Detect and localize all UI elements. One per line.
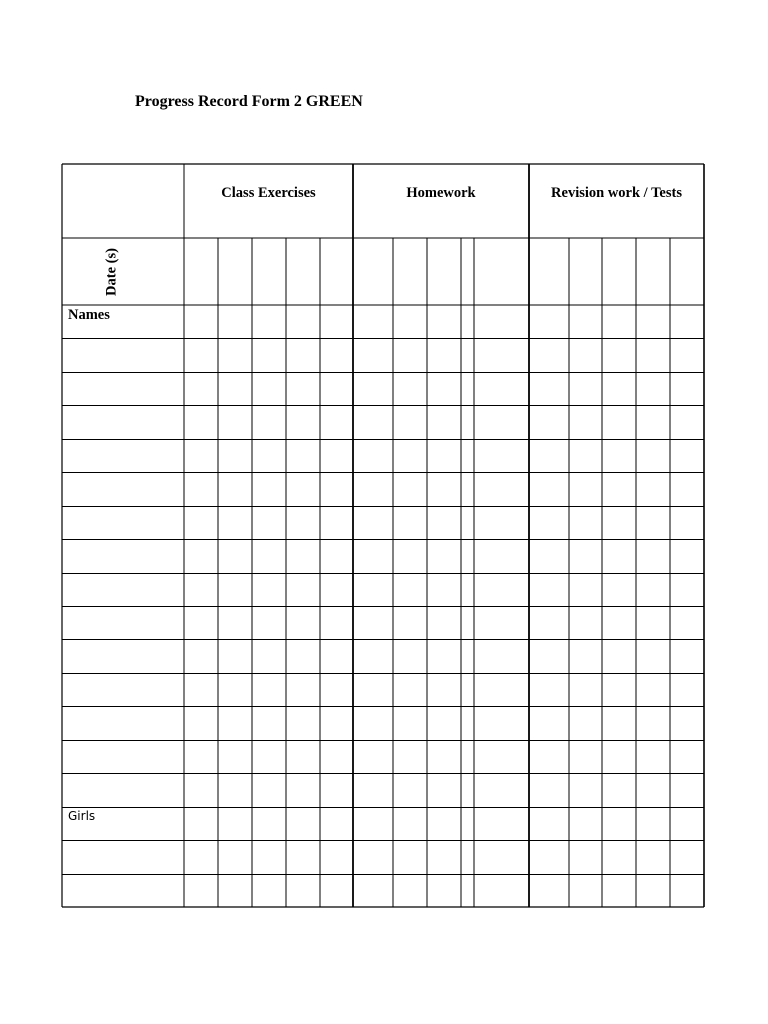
header-class-exercises: Class Exercises	[221, 185, 316, 201]
page-title: Progress Record Form 2 GREEN	[135, 93, 363, 110]
names-label: Names	[68, 307, 110, 323]
girls-label: Girls	[68, 809, 96, 823]
header-revision-tests: Revision work / Tests	[551, 185, 682, 201]
header-homework: Homework	[406, 185, 476, 201]
date-label: Date (s)	[103, 248, 120, 296]
